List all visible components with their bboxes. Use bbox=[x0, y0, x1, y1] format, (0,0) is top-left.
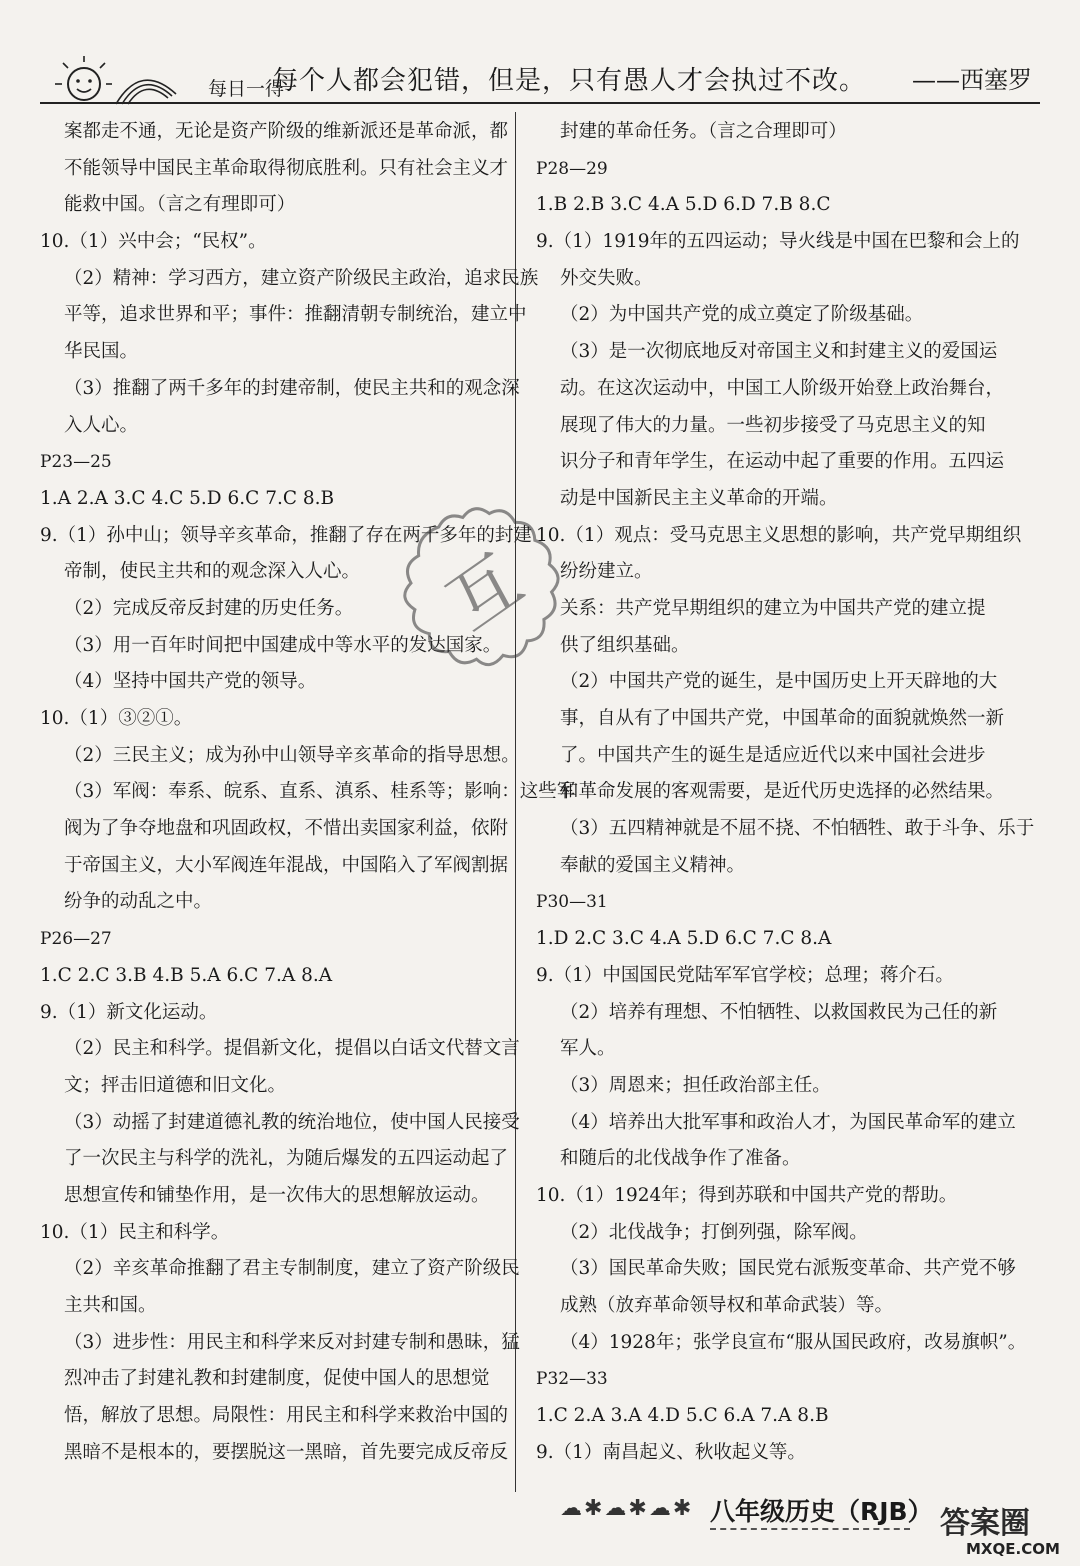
answer-line: （4）培养出大批军事和政治人才，为国民革命军的建立 bbox=[560, 1111, 1016, 1133]
answer-line: （3）五四精神就是不屈不挠、不怕牺牲、敢于斗争、乐于 bbox=[560, 818, 1035, 840]
answer-line: 军人。 bbox=[560, 1038, 616, 1060]
answer-line: 悟，解放了思想。局限性：用民主和科学来救治中国的 bbox=[64, 1405, 509, 1427]
answer-line: 不能领导中国民主革命取得彻底胜利。只有社会主义才 bbox=[64, 157, 509, 179]
right-column bbox=[536, 114, 1035, 1471]
svg-text:互: 互 bbox=[432, 538, 537, 647]
header-motto: 每个人都会犯错，但是，只有愚人才会执过不改。 bbox=[272, 66, 867, 96]
header-author: ——西塞罗 bbox=[912, 66, 1032, 94]
answer-line: （2）民主和科学。提倡新文化，提倡以白话文代替文言 bbox=[64, 1038, 520, 1060]
answer-line: （3）动摇了封建道德礼教的统治地位，使中国人民接受 bbox=[64, 1111, 520, 1133]
answer-line: 案都走不通，无论是资产阶级的维新派还是革命派，都 bbox=[64, 121, 509, 142]
answer-line: 烈冲击了封建礼教和封建制度，促使中国人的思想觉 bbox=[64, 1368, 490, 1390]
answer-line: 事，自从有了中国共产党，中国革命的面貌就焕然一新 bbox=[560, 708, 1005, 729]
answer-line: （2）完成反帝反封建的历史任务。 bbox=[64, 597, 354, 619]
answer-line: 纷争的动乱之中。 bbox=[64, 891, 213, 913]
answer-line: 1.D 2.C 3.C 4.A 5.D 6.C 7.C 8.A bbox=[536, 928, 832, 950]
section-heading: P32—33 bbox=[536, 1369, 608, 1390]
answer-line: 了一次民主与科学的洗礼，为随后爆发的五四运动起了 bbox=[64, 1148, 509, 1170]
answer-line: 能救中国。（言之有理即可） bbox=[64, 194, 296, 216]
section-heading: P28—29 bbox=[536, 158, 608, 179]
answer-line: 平等，追求世界和平；事件：推翻清朝专制统治，建立中 bbox=[64, 304, 527, 326]
answer-line: 动。在这次运动中，中国工人阶级开始登上政治舞台， bbox=[560, 377, 1005, 399]
answer-line: 思想宣传和铺垫作用，是一次伟大的思想解放运动。 bbox=[64, 1184, 490, 1206]
answer-line: 10.（1）兴中会；“民权”。 bbox=[40, 231, 267, 253]
answer-line: 关系：共产党早期组织的建立为中国共产党的建立提 bbox=[560, 597, 986, 619]
header-badge: 每日一得 bbox=[208, 78, 285, 100]
answer-line: 10.（1）③②①。 bbox=[40, 708, 193, 729]
footer-dash-rule bbox=[710, 1528, 910, 1530]
sun-rainbow-icon bbox=[46, 54, 196, 104]
answer-line: （2）中国共产党的诞生，是中国历史上开天辟地的大 bbox=[560, 671, 998, 693]
answer-line: 帝制，使民主共和的观念深入人心。 bbox=[64, 561, 361, 583]
answer-line: 文；抨击旧道德和旧文化。 bbox=[64, 1074, 287, 1096]
answer-line: （2）三民主义；成为孙中山领导辛亥革命的指导思想。 bbox=[64, 744, 520, 766]
answer-line: （4）1928年；张学良宣布“服从国民政府，改易旗帜”。 bbox=[560, 1331, 1027, 1353]
answer-line: 9.（1）中国国民党陆军军官学校；总理；蒋介石。 bbox=[536, 964, 954, 986]
answer-line: （2）北伐战争；打倒列强，除军阀。 bbox=[560, 1221, 868, 1243]
answer-line: （4）坚持中国共产党的领导。 bbox=[64, 671, 317, 693]
answer-line: （3）用一百年时间把中国建成中等水平的发达国家。 bbox=[64, 634, 502, 656]
answer-line: 10.（1）民主和科学。 bbox=[40, 1221, 230, 1243]
answer-line: （3）国民革命失败；国民党右派叛变革命、共产党不够 bbox=[560, 1258, 1016, 1280]
answer-line: 1.B 2.B 3.C 4.A 5.D 6.D 7.B 8.C bbox=[536, 194, 831, 216]
answer-line: 成熟（放弃革命领导权和革命武装）等。 bbox=[560, 1295, 894, 1316]
answer-line: （3）周恩来；担任政治部主任。 bbox=[560, 1074, 831, 1096]
footer-subject: 八年级历史（RJB） bbox=[710, 1497, 933, 1526]
answer-line: 9.（1）南昌起义、秋收起义等。 bbox=[536, 1441, 806, 1463]
answer-line: 封建的革命任务。（言之合理即可） bbox=[560, 121, 847, 142]
answer-line: （3）军阀：奉系、皖系、直系、滇系、桂系等；影响：这些军 bbox=[64, 781, 576, 803]
page-footer bbox=[560, 1490, 1060, 1558]
answer-line: 9.（1）孙中山；领导辛亥革命，推翻了存在两千多年的封建 bbox=[40, 524, 532, 546]
answer-line: （3）是一次彻底地反对帝国主义和封建主义的爱国运 bbox=[560, 341, 998, 363]
answer-line: 入人心。 bbox=[64, 414, 139, 436]
watermark-url: MXQE.COM bbox=[966, 1540, 1060, 1558]
answer-line: 外交失败。 bbox=[560, 267, 653, 289]
answer-line: 了。中国共产生的诞生是适应近代以来中国社会进步 bbox=[560, 744, 986, 766]
answer-line: 和随后的北伐战争作了准备。 bbox=[560, 1148, 801, 1170]
section-heading: P23—25 bbox=[40, 452, 112, 473]
watermark-logo: 答案圈 bbox=[940, 1506, 1030, 1541]
answer-line: 识分子和青年学生，在运动中起了重要的作用。五四运 bbox=[560, 451, 1005, 473]
answer-line: （2）辛亥革命推翻了君主专制制度，建立了资产阶级民 bbox=[64, 1258, 520, 1280]
header-rule bbox=[40, 102, 1040, 104]
answer-line: 9.（1）新文化运动。 bbox=[40, 1001, 218, 1023]
answer-line: （2）为中国共产党的成立奠定了阶级基础。 bbox=[560, 304, 924, 326]
answer-line: 黑暗不是根本的，要摆脱这一黑暗，首先要完成反帝反 bbox=[64, 1441, 509, 1463]
answer-line: 于帝国主义，大小军阀连年混战，中国陷入了军阀割据 bbox=[64, 854, 509, 876]
answer-line: 动是中国新民主主义革命的开端。 bbox=[560, 487, 838, 509]
answer-line: 9.（1）1919年的五四运动；导火线是中国在巴黎和会上的 bbox=[536, 231, 1020, 253]
answer-line: 10.（1）1924年；得到苏联和中国共产党的帮助。 bbox=[536, 1184, 958, 1206]
answer-line: 阀为了争夺地盘和巩固政权，不惜出卖国家利益，依附 bbox=[64, 818, 509, 840]
answer-line: 华民国。 bbox=[64, 341, 139, 363]
section-heading: P26—27 bbox=[40, 929, 112, 950]
answer-line: 供了组织基础。 bbox=[560, 634, 690, 656]
page-header bbox=[40, 48, 1040, 106]
answer-line: 1.A 2.A 3.C 4.C 5.D 6.C 7.C 8.B bbox=[40, 487, 335, 509]
answer-line: 10.（1）观点：受马克思主义思想的影响，共产党早期组织 bbox=[536, 524, 1022, 546]
cloud-decoration-icon: ☁✱☁✱☁✱ bbox=[560, 1496, 694, 1521]
answer-line: （2）精神：学习西方，建立资产阶级民主政治，追求民族 bbox=[64, 267, 539, 289]
answer-line: （3）进步性：用民主和科学来反对封建专制和愚昧，猛 bbox=[64, 1331, 520, 1353]
answer-line: 展现了伟大的力量。一些初步接受了马克思主义的知 bbox=[560, 414, 986, 436]
answer-line: （2）培养有理想、不怕牺牲、以救国救民为己任的新 bbox=[560, 1001, 998, 1023]
answer-line: （3）推翻了两千多年的封建帝制，使民主共和的观念深 bbox=[64, 377, 520, 399]
answer-line: 和革命发展的客观需要，是近代历史选择的必然结果。 bbox=[560, 781, 1005, 803]
section-heading: P30—31 bbox=[536, 892, 608, 913]
answer-line: 主共和国。 bbox=[64, 1295, 157, 1316]
answer-line: 1.C 2.A 3.A 4.D 5.C 6.A 7.A 8.B bbox=[536, 1405, 829, 1427]
answer-line: 纷纷建立。 bbox=[560, 561, 653, 583]
answer-line: 1.C 2.C 3.B 4.B 5.A 6.C 7.A 8.A bbox=[40, 964, 333, 986]
answer-line: 奉献的爱国主义精神。 bbox=[560, 854, 746, 876]
